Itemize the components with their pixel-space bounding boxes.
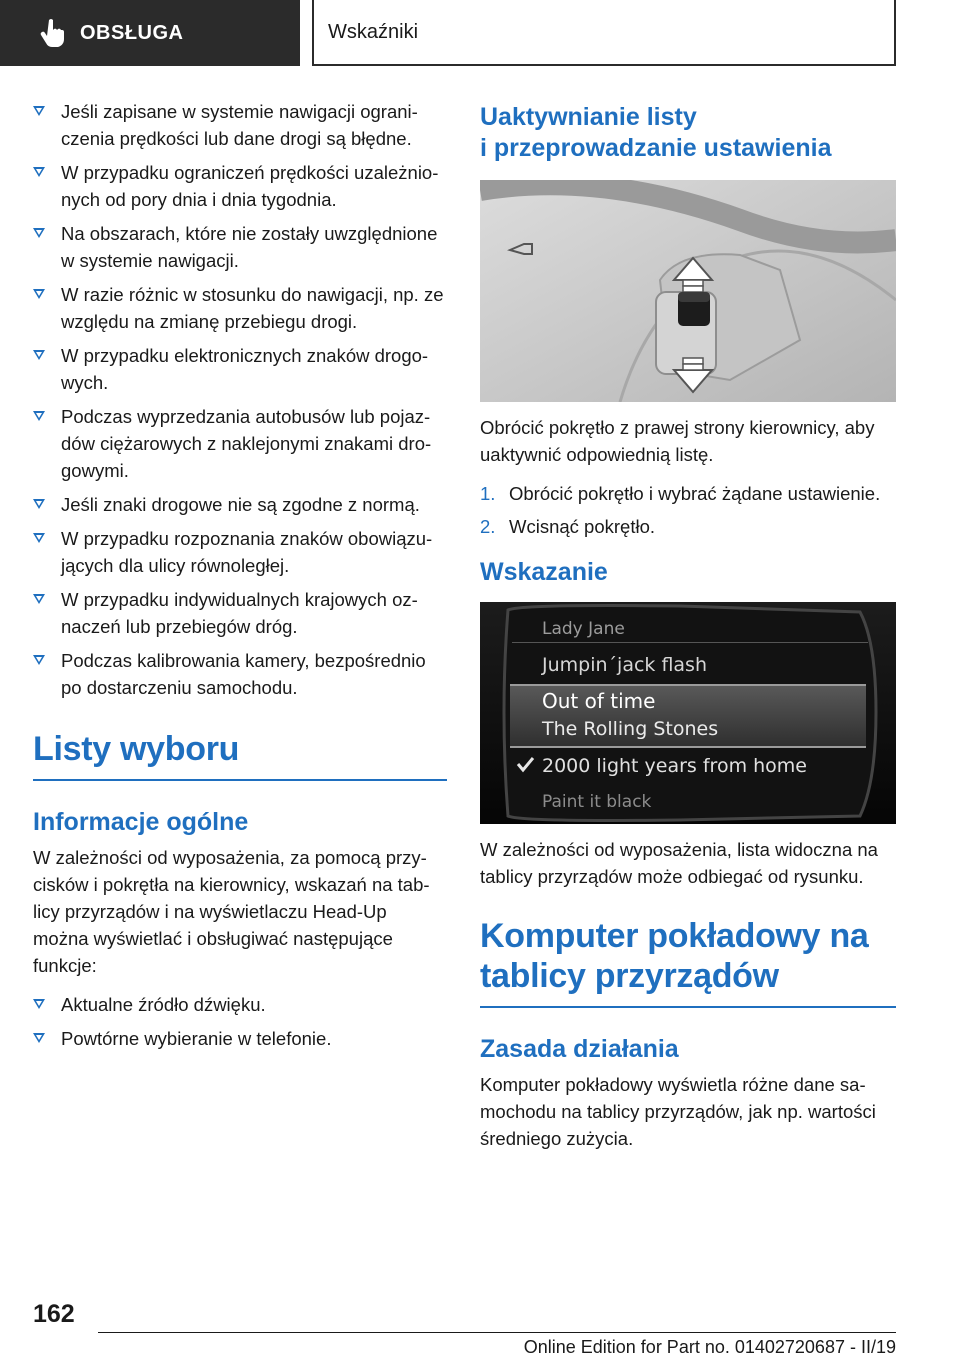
- list-item-text: W przypadku rozpoznania znaków obowiązu-jących dla ulicy równoległej.: [61, 528, 433, 576]
- list-item-text: W przypadku elektronicznych znaków drogo-wych.: [61, 345, 429, 393]
- chapter-label: Wskaźniki: [328, 20, 419, 43]
- triangle-bullet-icon: [33, 999, 45, 1009]
- subheading-line: Uaktywnianie listy: [480, 103, 697, 131]
- triangle-bullet-icon: [33, 228, 45, 238]
- subheading-display: Wskazanie: [480, 558, 608, 586]
- list-item: [33, 281, 447, 335]
- step-text: Wcisnąć pokrętło.: [509, 516, 655, 537]
- cluster-item-selected-text: Out of time: [542, 689, 656, 713]
- footer-divider: [98, 1332, 896, 1333]
- step-number: 2.: [480, 516, 496, 537]
- bullet-list-bottom: [33, 991, 447, 1052]
- subheading-activate: [480, 102, 896, 164]
- triangle-bullet-icon: [33, 594, 45, 604]
- subheading-line: i przeprowadzanie ustawienia: [480, 134, 832, 162]
- step-text: Obrócić pokrętło i wybrać żądane ustawienie.: [509, 483, 881, 504]
- list-item: [33, 586, 447, 640]
- page-number: 162: [33, 1300, 75, 1328]
- subheading-principle: Zasada działania: [480, 1035, 679, 1063]
- list-item: [33, 647, 447, 701]
- triangle-bullet-icon: [33, 167, 45, 177]
- step-number: 1.: [480, 483, 496, 504]
- edition-note: Online Edition for Part no. 01402720687 - II/19: [523, 1337, 896, 1357]
- cluster-item-text: Lady Jane: [542, 619, 625, 639]
- heading-line: Komputer pokładowy na: [480, 917, 869, 955]
- triangle-bullet-icon: [33, 106, 45, 116]
- list-item-text: Na obszarach, które nie zostały uwzględnione w systemie nawigacji.: [61, 223, 438, 271]
- wheel-caption: Obrócić pokrętło z prawej strony kierownicy, aby uaktywnić odpowiednią listę.: [480, 417, 875, 465]
- cluster-item-text: The Rolling Stones: [542, 718, 719, 740]
- subheading-general: Informacje ogólne: [33, 808, 249, 836]
- intro-paragraph: W zależności od wyposażenia, za pomocą przy-cisków i pokrętła na kierownicy, wskazań na tab-licy przyrządów i na wyświetlaczu Head-Up można wyświetlać i obsługiwać następujące funkcje:: [33, 847, 430, 976]
- steering-wheel-illustration: [480, 180, 896, 402]
- heading-onboard-computer: [480, 916, 896, 1008]
- cluster-list-photo: [480, 602, 896, 824]
- list-item: [33, 1025, 447, 1052]
- heading-line: tablicy przyrządów: [480, 957, 779, 995]
- list-item-text: Jeśli znaki drogowe nie są zgodne z normą.: [61, 494, 420, 515]
- triangle-bullet-icon: [33, 655, 45, 665]
- cluster-caption: W zależności od wyposażenia, lista widoczna na tablicy przyrządów może odbiegać od rysunku.: [480, 839, 878, 887]
- cluster-item-text: Jumpin´jack flash: [542, 654, 707, 676]
- hand-pointer-icon: [40, 18, 66, 48]
- list-item-text: W przypadku indywidualnych krajowych oz-naczeń lub przebiegów dróg.: [61, 589, 418, 637]
- list-item: [33, 159, 447, 213]
- left-column: [33, 98, 447, 1059]
- triangle-bullet-icon: [33, 533, 45, 543]
- bullet-list-top: [33, 98, 447, 701]
- list-item: [33, 991, 447, 1018]
- steering-wheel-photo: [480, 180, 896, 402]
- numbered-steps: [480, 480, 896, 540]
- list-item: [33, 525, 447, 579]
- triangle-bullet-icon: [33, 350, 45, 360]
- cluster-display-illustration: [480, 602, 896, 824]
- list-item-text: W razie różnic w stosunku do nawigacji, np. ze względu na zmianę przebiegu drogi.: [61, 284, 444, 332]
- triangle-bullet-icon: [33, 1033, 45, 1043]
- list-item-text: Podczas wyprzedzania autobusów lub pojaz-dów ciężarowych z naklejonymi znakami dro-gowymi.: [61, 406, 432, 481]
- heading-selection-lists: [33, 729, 447, 781]
- list-item-text: Jeśli zapisane w systemie nawigacji ograni-czenia prędkości lub dane drogi są błędne.: [61, 101, 418, 149]
- section-tab: [0, 0, 300, 66]
- cluster-item-text: 2000 light years from home: [542, 755, 807, 777]
- right-column: [480, 102, 896, 1152]
- list-item-text: Powtórne wybieranie w telefonie.: [61, 1028, 332, 1049]
- list-item-text: W przypadku ograniczeń prędkości uzależnio-nych od pory dnia i dnia tygodnia.: [61, 162, 439, 210]
- step-item: [480, 513, 896, 540]
- principle-paragraph: Komputer pokładowy wyświetla różne dane sa-mochodu na tablicy przyrządów, jak np. wartości średniego zużycia.: [480, 1074, 876, 1149]
- list-item: [33, 98, 447, 152]
- triangle-bullet-icon: [33, 289, 45, 299]
- cluster-item-text: Paint it black: [542, 792, 652, 812]
- list-item: [33, 342, 447, 396]
- list-item: [33, 220, 447, 274]
- triangle-bullet-icon: [33, 411, 45, 421]
- list-item: [33, 491, 447, 518]
- chapter-box: [312, 0, 896, 66]
- heading-text: Listy wyboru: [33, 730, 240, 768]
- list-item-text: Aktualne źródło dźwięku.: [61, 994, 266, 1015]
- triangle-bullet-icon: [33, 499, 45, 509]
- list-item-text: Podczas kalibrowania kamery, bezpośrednio po dostarczeniu samochodu.: [61, 650, 426, 698]
- step-item: [480, 480, 896, 507]
- section-label: OBSŁUGA: [80, 21, 184, 44]
- list-item: [33, 403, 447, 484]
